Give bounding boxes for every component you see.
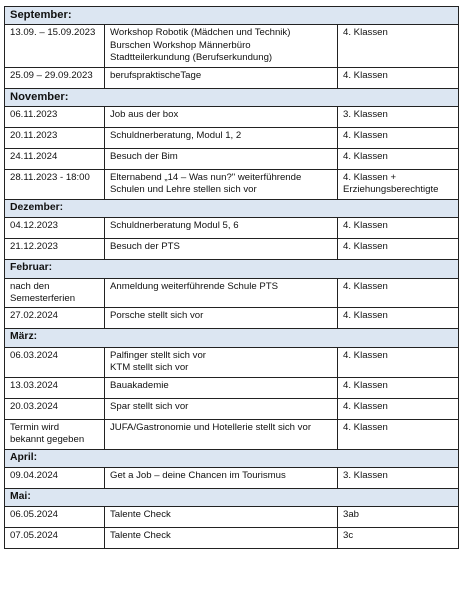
month-header-row xyxy=(5,488,459,506)
event-date: 25.09 – 29.09.2023 xyxy=(5,67,105,88)
event-target-group: 4. Klassen xyxy=(338,25,459,67)
event-target-group: 4. Klassen xyxy=(338,67,459,88)
schedule-body xyxy=(5,7,459,549)
event-title xyxy=(105,107,338,128)
table-row xyxy=(5,507,459,528)
event-title-line: Burschen Workshop Männerbüro xyxy=(110,39,251,51)
event-target-group: 3. Klassen xyxy=(338,467,459,488)
event-title-line: Workshop Robotik (Mädchen und Technik) xyxy=(110,27,291,39)
event-title-line: Porsche stellt sich vor xyxy=(110,310,204,322)
event-title xyxy=(105,528,338,549)
event-title-line: Bauakademie xyxy=(110,379,169,391)
event-title xyxy=(105,467,338,488)
event-date: 13.03.2024 xyxy=(5,377,105,398)
event-target-group: 4. Klassen xyxy=(338,128,459,149)
event-title-line: berufspraktischeTage xyxy=(110,69,202,81)
month-header: Mai: xyxy=(5,488,459,506)
event-target-group: 4. Klassen xyxy=(338,149,459,170)
table-row xyxy=(5,25,459,67)
event-title xyxy=(105,347,338,377)
event-target-group: 4. Klassen xyxy=(338,377,459,398)
month-header-row xyxy=(5,7,459,25)
event-title xyxy=(105,507,338,528)
month-header-row xyxy=(5,329,459,347)
table-row xyxy=(5,107,459,128)
event-target-group: 3. Klassen xyxy=(338,107,459,128)
event-title-line: Anmeldung weiterführende Schule PTS xyxy=(110,280,278,292)
month-header: November: xyxy=(5,88,459,106)
event-date: 06.05.2024 xyxy=(5,507,105,528)
event-date: Termin wird bekannt gegeben xyxy=(5,419,105,449)
event-title-line: Besuch der PTS xyxy=(110,241,180,253)
event-target-group: 4. Klassen + Erziehungsberechtigte xyxy=(338,170,459,200)
event-target-group: 4. Klassen xyxy=(338,419,459,449)
event-target-group: 4. Klassen xyxy=(338,398,459,419)
event-title-line: Get a Job – deine Chancen im Tourismus xyxy=(110,469,286,481)
event-title-line: Job aus der box xyxy=(110,109,179,121)
event-title-line: Schuldnerberatung Modul 5, 6 xyxy=(110,220,239,232)
event-title-line: Schuldnerberatung, Modul 1, 2 xyxy=(110,130,242,142)
event-target-group: 4. Klassen xyxy=(338,278,459,308)
table-row xyxy=(5,308,459,329)
month-header: Dezember: xyxy=(5,199,459,217)
event-date: 13.09. – 15.09.2023 xyxy=(5,25,105,67)
table-row xyxy=(5,467,459,488)
event-title-line: JUFA/Gastronomie und Hotellerie stellt sich vor xyxy=(110,421,312,433)
event-date: 04.12.2023 xyxy=(5,218,105,239)
month-header: April: xyxy=(5,449,459,467)
event-title-line: Elternabend „14 – Was nun?" weiterführende xyxy=(110,172,302,184)
event-title-line: Spar stellt sich vor xyxy=(110,400,189,412)
event-target-group: 4. Klassen xyxy=(338,308,459,329)
event-title xyxy=(105,419,338,449)
event-title-line: Schulen und Lehre stellen sich vor xyxy=(110,184,257,196)
event-date: 07.05.2024 xyxy=(5,528,105,549)
event-title xyxy=(105,218,338,239)
event-date: nach den Semesterferien xyxy=(5,278,105,308)
table-row xyxy=(5,239,459,260)
event-date: 24.11.2024 xyxy=(5,149,105,170)
event-title xyxy=(105,239,338,260)
event-date: 21.12.2023 xyxy=(5,239,105,260)
event-date: 06.03.2024 xyxy=(5,347,105,377)
event-title-line: KTM stellt sich vor xyxy=(110,362,189,374)
event-title xyxy=(105,25,338,67)
event-target-group: 4. Klassen xyxy=(338,218,459,239)
table-row xyxy=(5,170,459,200)
event-target-group: 3c xyxy=(338,528,459,549)
event-title-line: Talente Check xyxy=(110,509,171,521)
table-row xyxy=(5,67,459,88)
month-header: Februar: xyxy=(5,260,459,278)
event-title xyxy=(105,170,338,200)
month-header-row xyxy=(5,88,459,106)
event-target-group: 3ab xyxy=(338,507,459,528)
event-date: 09.04.2024 xyxy=(5,467,105,488)
table-row xyxy=(5,377,459,398)
event-date: 20.03.2024 xyxy=(5,398,105,419)
event-date: 28.11.2023 - 18:00 xyxy=(5,170,105,200)
event-title xyxy=(105,377,338,398)
table-row xyxy=(5,528,459,549)
event-target-group: 4. Klassen xyxy=(338,239,459,260)
event-target-group: 4. Klassen xyxy=(338,347,459,377)
event-title-line: Stadtteilerkundung (Berufserkundung) xyxy=(110,52,273,64)
event-title xyxy=(105,67,338,88)
event-title xyxy=(105,128,338,149)
event-title xyxy=(105,308,338,329)
table-row xyxy=(5,278,459,308)
table-row xyxy=(5,218,459,239)
event-date: 06.11.2023 xyxy=(5,107,105,128)
event-date: 20.11.2023 xyxy=(5,128,105,149)
month-header-row xyxy=(5,260,459,278)
month-header: September: xyxy=(5,7,459,25)
event-title-line: Besuch der Bim xyxy=(110,151,178,163)
month-header-row xyxy=(5,199,459,217)
table-row xyxy=(5,347,459,377)
event-title xyxy=(105,398,338,419)
table-row xyxy=(5,419,459,449)
event-title-line: Talente Check xyxy=(110,530,171,542)
table-row xyxy=(5,398,459,419)
month-header-row xyxy=(5,449,459,467)
schedule-table xyxy=(4,6,459,549)
table-row xyxy=(5,149,459,170)
event-title xyxy=(105,149,338,170)
event-title-line: Palfinger stellt sich vor xyxy=(110,349,206,361)
event-title xyxy=(105,278,338,308)
month-header: März: xyxy=(5,329,459,347)
table-row xyxy=(5,128,459,149)
event-date: 27.02.2024 xyxy=(5,308,105,329)
